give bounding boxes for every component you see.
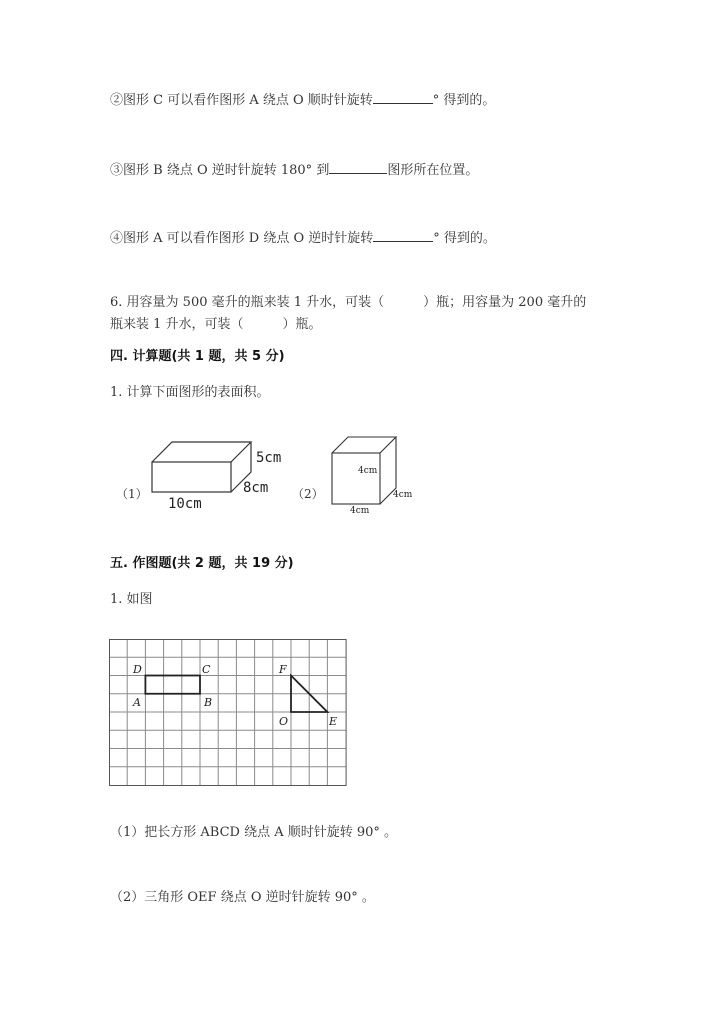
item-4-suffix: ° 得到的。 bbox=[433, 231, 496, 246]
question-6-line2: 瓶来装 1 升水，可装（ ）瓶。 bbox=[110, 317, 322, 332]
label-c: C bbox=[202, 663, 211, 676]
figure-2-label: （2） bbox=[292, 487, 324, 501]
item-3 bbox=[110, 159, 478, 181]
cuboid-drawing bbox=[110, 430, 310, 520]
sub-question-1: （1）把长方形 ABCD 绕点 A 顺时针旋转 90° 。 bbox=[110, 825, 398, 840]
cuboid-length-label: 10cm bbox=[168, 496, 202, 512]
section-5-title: 五. 作图题(共 2 题，共 19 分) bbox=[110, 556, 294, 571]
cuboid-width-label: 8cm bbox=[243, 480, 269, 496]
section-4-question-1: 1. 计算下面图形的表面积。 bbox=[110, 385, 270, 400]
grid-figure bbox=[109, 639, 349, 793]
question-6-line1: 6. 用容量为 500 毫升的瓶来装 1 升水，可装（ ）瓶；用容量为 200 毫升的 bbox=[110, 295, 587, 310]
label-b: B bbox=[204, 696, 213, 709]
item-2 bbox=[110, 89, 495, 111]
item-3-prefix: ③图形 B 绕点 O 逆时针旋转 180° 到 bbox=[110, 163, 330, 178]
cube-front-edge-label: 4cm bbox=[358, 466, 378, 476]
label-e: E bbox=[329, 715, 338, 728]
label-f: F bbox=[279, 663, 287, 676]
question-6 bbox=[110, 292, 620, 336]
cube-side-edge-label: 4cm bbox=[393, 490, 413, 500]
grid-drawing bbox=[109, 639, 349, 789]
item-4-prefix: ④图形 A 可以看作图形 D 绕点 O 逆时针旋转 bbox=[110, 231, 374, 246]
label-d: D bbox=[133, 663, 142, 676]
item-2-suffix: ° 得到的。 bbox=[432, 93, 496, 108]
sub-question-2: （2）三角形 OEF 绕点 O 逆时针旋转 90° 。 bbox=[110, 890, 375, 905]
label-o: O bbox=[279, 715, 289, 728]
section-5-question-1: 1. 如图 bbox=[110, 592, 153, 607]
cube-bottom-edge-label: 4cm bbox=[350, 506, 370, 516]
figure-1-label: （1） bbox=[116, 487, 148, 501]
cuboid-height-label: 5cm bbox=[256, 450, 282, 466]
answer-blank[interactable] bbox=[373, 227, 433, 242]
cube-drawing bbox=[290, 430, 400, 520]
rectangle-abcd bbox=[145, 676, 200, 694]
section-4-title: 四. 计算题(共 1 题，共 5 分) bbox=[110, 349, 285, 364]
item-4 bbox=[110, 227, 496, 249]
label-a: A bbox=[133, 696, 141, 709]
item-3-suffix: 图形所在位置。 bbox=[387, 163, 479, 178]
answer-blank[interactable] bbox=[373, 89, 433, 104]
answer-blank[interactable] bbox=[329, 159, 387, 174]
item-2-prefix: ②图形 C 可以看作图形 A 绕点 O 顺时针旋转 bbox=[110, 93, 373, 108]
